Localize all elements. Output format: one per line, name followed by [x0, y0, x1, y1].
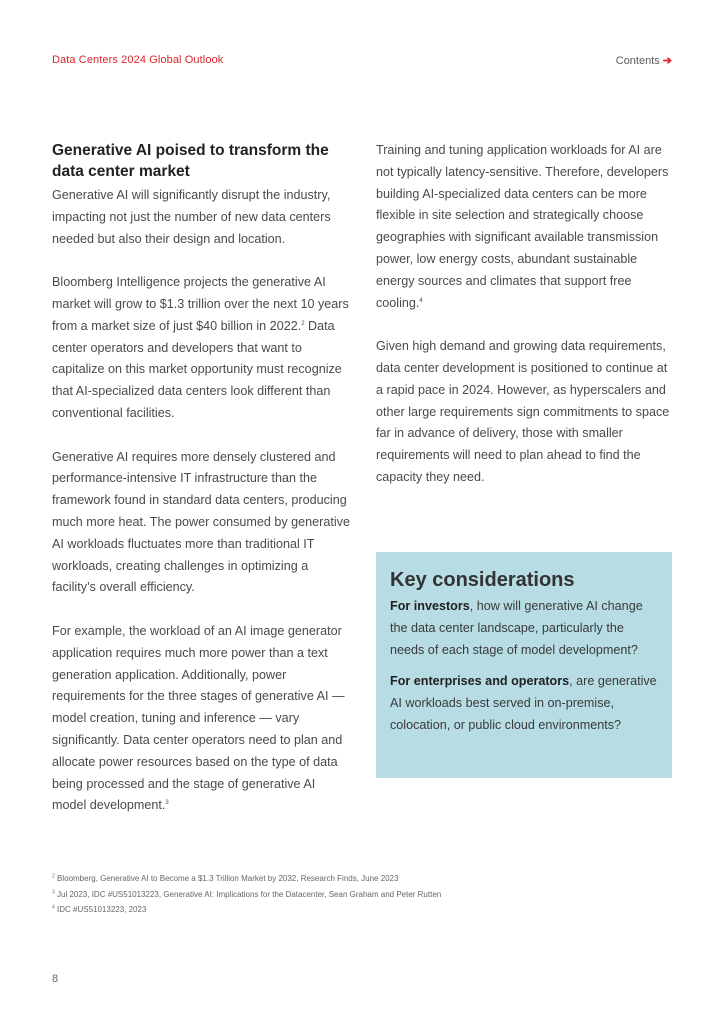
report-title: Data Centers 2024 Global Outlook — [52, 54, 224, 66]
key-item-text: , how will generative AI change the data center landscape, particularly the needs of each stage of model development? — [390, 599, 643, 657]
contents-link[interactable] — [616, 54, 672, 67]
key-considerations-box — [376, 552, 672, 778]
key-item-label: For enterprises and operators — [390, 674, 570, 689]
right-column — [376, 140, 676, 489]
key-considerations-title: Key considerations — [390, 569, 575, 591]
footnote — [52, 902, 672, 918]
footnote-number: 4 — [52, 904, 55, 911]
footnote-ref: 3 — [165, 800, 169, 807]
paragraph-bloomberg — [52, 272, 352, 425]
footnote-text: Jul 2023, IDC #US51013223, Generative AI: Implications for the Datacenter, Sean Graham and Peter Rutten — [54, 889, 442, 899]
paragraph-intro: Generative AI will significantly disrupt the industry, impacting not just the number of new data centers needed but also their design and location. — [52, 188, 331, 246]
key-item-text: , are generative AI workloads best served in on-premise, colocation, or public cloud environments? — [390, 674, 657, 732]
footnotes — [52, 871, 672, 918]
page-number: 8 — [52, 973, 59, 985]
key-item-investors — [390, 596, 658, 661]
arrow-right-icon: ➔ — [662, 55, 672, 67]
paragraph-text: Training and tuning application workloads for AI are not typically latency-sensitive. Therefore, developers building AI-specialized data centers can be more flexible in site selection and strategically choose geographies with significant available transmission power, low energy costs, abundant sustainable energy sources and climates that support free cooling. — [376, 143, 669, 310]
footnote-ref: 2 — [301, 320, 305, 327]
paragraph-example — [52, 621, 352, 817]
footnote — [52, 871, 672, 887]
left-column — [52, 140, 352, 817]
paragraph-text: Bloomberg Intelligence projects the generative AI market will grow to $1.3 trillion over the next 10 years from a market size of just $40 billion in 2022. — [52, 275, 349, 333]
section-heading: Generative AI poised to transform the data center market — [52, 142, 329, 180]
footnote — [52, 887, 672, 903]
paragraph-text: For example, the workload of an AI image generator application requires much more power than a text generation application. Additionally, power requirements for the three stages of generative AI — model creation, tuning and inference — vary significantly. Data center operators need to plan and allocate power resources based on the type of data being processed and the stage of generative AI model development. — [52, 623, 345, 813]
key-item-enterprises — [390, 671, 658, 736]
paragraph-demand: Given high demand and growing data requirements, data center development is positioned to continue at a rapid pace in 2024. However, as hyperscalers and other large requirements sign commitments to space far in advance of delivery, those with smaller requirements will need to plan ahead to find the capacity they need. — [376, 339, 670, 484]
paragraph-training — [376, 140, 676, 314]
footnote-number: 3 — [52, 888, 55, 895]
footnote-text: Bloomberg, Generative AI to Become a $1.3 Trillion Market by 2032, Research Finds, June 2023 — [54, 874, 399, 883]
paragraph-text: Data center operators and developers that want to capitalize on this market opportunity must recognize that AI-specialized data centers look different than conventional facilities. — [52, 318, 342, 420]
key-item-label: For investors — [390, 599, 470, 613]
footnote-ref: 4 — [419, 297, 423, 304]
footnote-number: 2 — [52, 873, 55, 880]
paragraph-infrastructure: Generative AI requires more densely clustered and performance-intensive IT infrastructure than the framework found in standard data centers, producing much more heat. The power consumed by generative AI workloads fluctuates more than traditional IT workloads, creating challenges in optimizing a facility’s overall efficiency. — [52, 449, 350, 595]
footnote-text: IDC #US51013223, 2023 — [54, 905, 147, 914]
contents-label: Contents — [615, 54, 660, 67]
